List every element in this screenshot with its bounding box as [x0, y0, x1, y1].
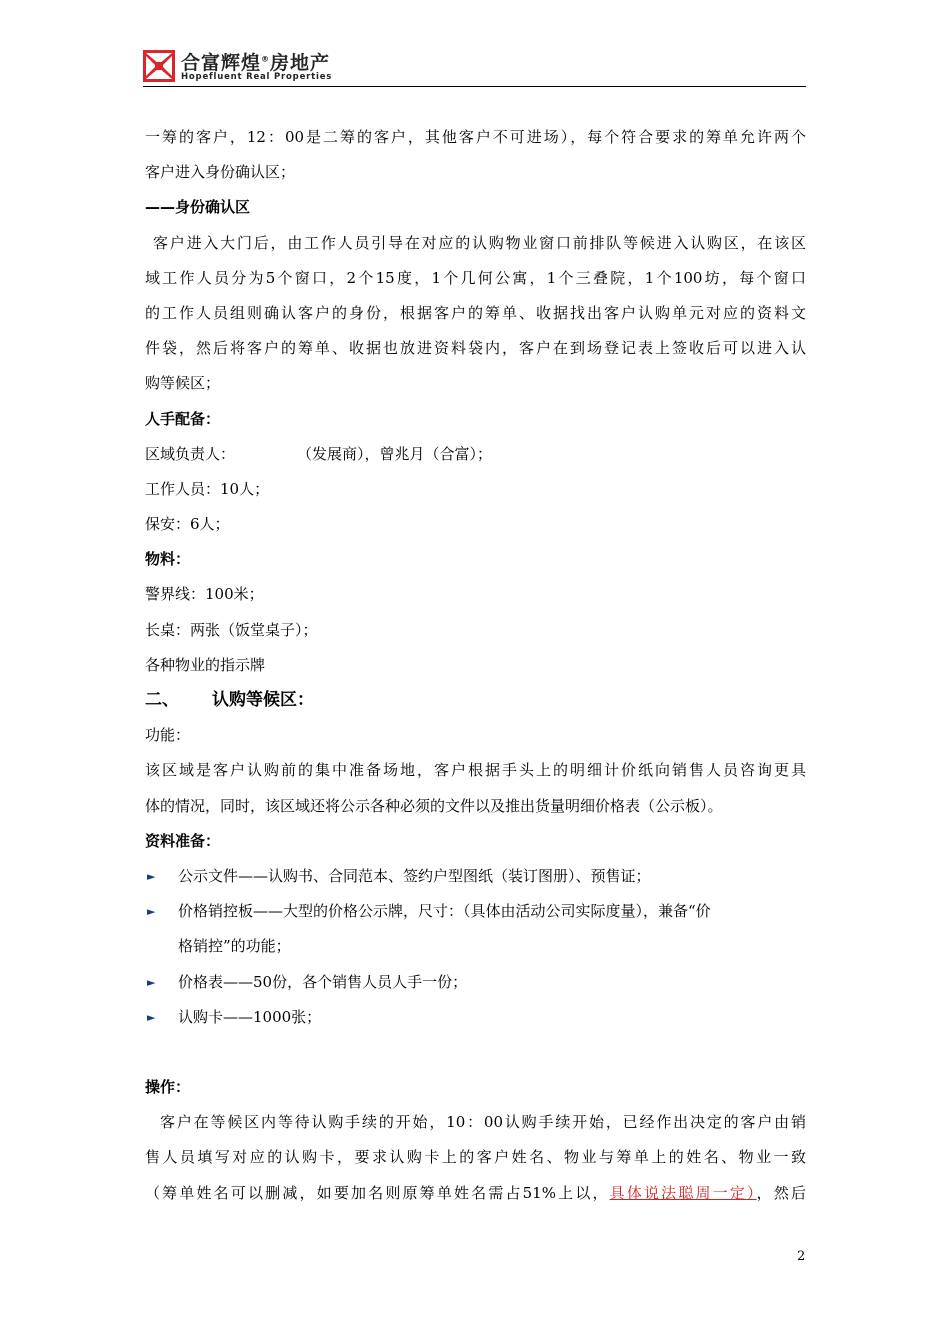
- tracked-change-text: 具体说法聪周一定）: [609, 1183, 757, 1202]
- section-number: 二、: [145, 690, 179, 710]
- material-item: 各种物业的指示牌: [145, 655, 266, 674]
- page-header: [143, 46, 806, 88]
- paragraph-line: 的工作人员组则确认客户的身份，根据客户的筹单、收据找出客户认购单元对应的资料文: [145, 303, 806, 322]
- company-name-en: Hopefluent Real Properties: [181, 72, 333, 82]
- staff-manager-value: （发展商），曾兆月（合富）；: [297, 444, 493, 463]
- bullet-arrow-icon: ►: [147, 869, 156, 883]
- section-heading-waiting-area: [145, 683, 806, 718]
- company-name-cn: 合富辉煌®房地产: [181, 52, 331, 74]
- staff-manager-line: [145, 437, 806, 472]
- blank-line: [145, 1035, 806, 1070]
- page-number: 2: [797, 1249, 806, 1264]
- paragraph-line: 购等候区；: [145, 374, 221, 393]
- function-label: 功能：: [145, 726, 191, 745]
- staff-workers-line: 工作人员：10人；: [145, 479, 270, 498]
- materials-heading: 物料：: [145, 550, 191, 569]
- list-item: ► 价格销控板——大型的价格公示牌，尺寸：（具体由活动公司实际度量），兼备“价: [145, 894, 806, 929]
- paragraph-line: 该区域是客户认购前的集中准备场地，客户根据手头上的明细计价纸向销售人员咨询更具: [145, 761, 806, 780]
- section-title: 认购等候区：: [212, 690, 314, 710]
- operations-heading: 操作：: [145, 1078, 191, 1097]
- paragraph-line: 域工作人员分为5个窗口，2个15度，1个几何公寓，1个三叠院，1个100坊，每个窗口: [145, 268, 806, 287]
- list-item: ► 公示文件——认购书、合同范本、签约户型图纸（装订图册）、预售证；: [145, 859, 806, 894]
- paragraph-line: 一筹的客户，12：00是二筹的客户，其他客户不可进场），每个符合要求的筹单允许两个: [145, 128, 806, 146]
- bullet-arrow-icon: ►: [147, 1010, 156, 1024]
- paragraph-line: 客户进入身份确认区；: [145, 163, 296, 182]
- staff-security-line: 保安：6人；: [145, 515, 230, 534]
- paragraph-line: 件袋，然后将客户的筹单、收据也放进资料袋内，客户在到场登记表上签收后可以进入认: [145, 339, 806, 358]
- list-item: ► 价格表——50份，各个销售人员人手一份；: [145, 965, 806, 1000]
- header-divider: [143, 86, 806, 87]
- list-item-continuation: 格销控”的功能；: [178, 937, 291, 956]
- paragraph-line: 售人员填写对应的认购卡，要求认购卡上的客户姓名、物业与筹单上的姓名、物业一致: [145, 1148, 806, 1167]
- bullet-arrow-icon: ►: [147, 975, 156, 989]
- staff-manager-label: 区域负责人：: [145, 444, 236, 463]
- material-item: 警界线：100米；: [145, 585, 264, 604]
- paragraph-line: 客户在等候区内等待认购手续的开始，10：00认购手续开始，已经作出决定的客户由销: [160, 1113, 806, 1132]
- paragraph-line: （筹单姓名可以删减，如要加名则原筹单姓名需占51%上以，具体说法聪周一定），然后: [145, 1183, 806, 1202]
- material-item: 长桌：两张（饭堂桌子）；: [145, 620, 318, 639]
- paragraph-line: 体的情况，同时，该区域还将公示各种必须的文件以及推出货量明细价格表（公示板）。: [145, 796, 723, 815]
- paragraph-line: 客户进入大门后，由工作人员引导在对应的认购物业窗口前排队等候进入认购区，在该区: [153, 233, 806, 252]
- section-heading-identity: ——身份确认区: [145, 198, 251, 217]
- bullet-arrow-icon: ►: [147, 905, 156, 919]
- list-item: ► 认购卡——1000张；: [145, 1000, 806, 1035]
- document-body: [145, 120, 806, 1211]
- company-logo-icon: [143, 50, 175, 82]
- staff-heading: 人手配备：: [145, 409, 221, 428]
- preparation-heading: 资料准备：: [145, 831, 221, 850]
